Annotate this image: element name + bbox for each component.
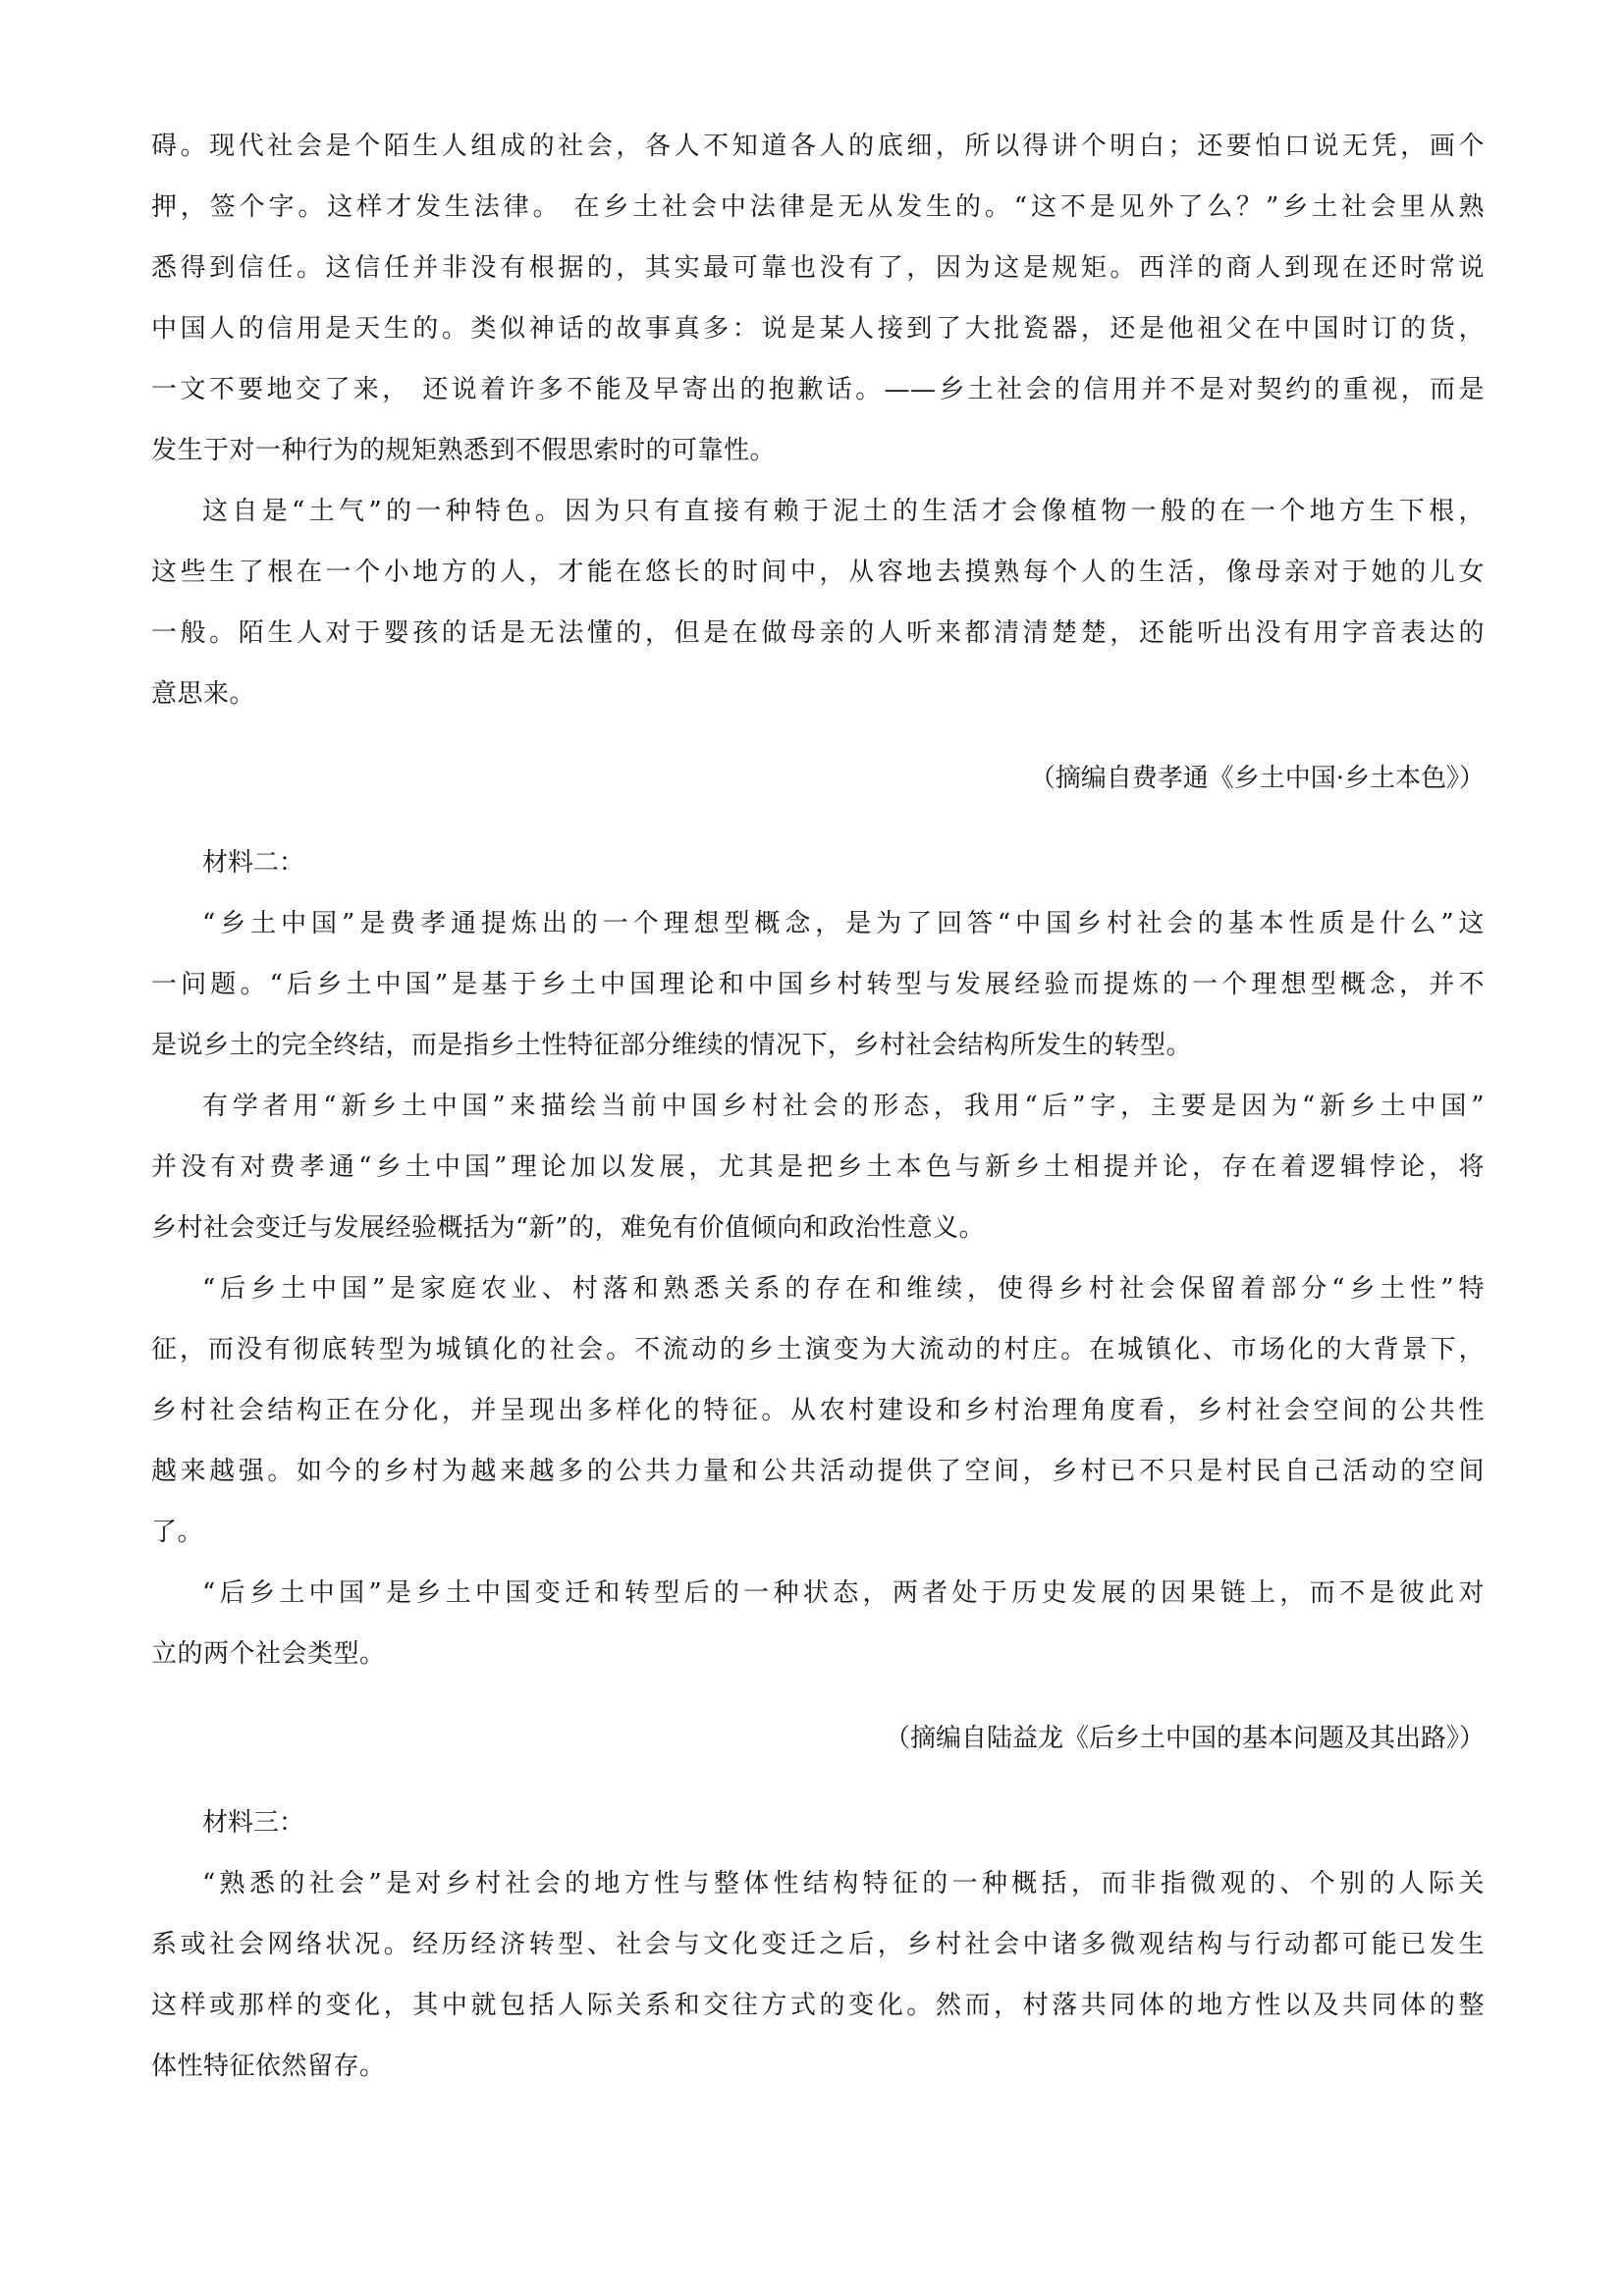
paragraph-m2-1 <box>151 893 1485 1076</box>
text-line: 这些生了根在一个小地方的人，才能在悠长的时间中，从容地去摸熟每个人的生活，像母亲对于她的儿女 <box>151 558 1485 587</box>
source-citation-1: （摘编自费孝通《乡土中国·乡土本色》） <box>1029 764 1485 793</box>
text-line: “乡土中国”是费孝通提炼出的一个理想型概念，是为了回答“中国乡村社会的基本性质是什么”这 <box>202 909 1485 938</box>
text-line: 征，而没有彻底转型为城镇化的社会。不流动的乡土演变为大流动的村庄。在城镇化、市场化的大背景下， <box>151 1335 1485 1364</box>
text-line: 发生于对一种行为的规矩熟悉到不假思索时的可靠性。 <box>151 436 777 465</box>
paragraph-m1-2 <box>151 481 1485 724</box>
text-line: “后乡土中国”是家庭农业、村落和熟悉关系的存在和维续，使得乡村社会保留着部分“乡土性”特 <box>202 1274 1485 1304</box>
text-line: 系或社会网络状况。经历经济转型、社会与文化变迁之后，乡村社会中诸多微观结构与行动都可能已发生 <box>151 1930 1485 1959</box>
text-line: 一问题。“后乡土中国”是基于乡土中国理论和中国乡村转型与发展经验而提炼的一个理想型概念，并不 <box>151 970 1485 999</box>
text-line: 一般。陌生人对于婴孩的话是无法懂的，但是在做母亲的人听来都清清楚楚，还能听出没有用字音表达的 <box>151 618 1485 648</box>
text-line: 越来越强。如今的乡村为越来越多的公共力量和公共活动提供了空间，乡村已不只是村民自己活动的空间 <box>151 1457 1485 1486</box>
text-line: “后乡土中国”是乡土中国变迁和转型后的一种状态，两者处于历史发展的因果链上，而不是彼此对 <box>202 1578 1485 1608</box>
paragraph-m1-1 <box>151 116 1485 481</box>
section-heading-material-3: 材料三： <box>202 1808 305 1838</box>
text-line: 并没有对费孝通“乡土中国”理论加以发展，尤其是把乡土本色与新乡土相提并论，存在着逻辑悖论，将 <box>151 1152 1485 1182</box>
document-page <box>151 116 1485 2097</box>
text-line: 这样或那样的变化，其中就包括人际关系和交往方式的变化。然而，村落共同体的地方性以及共同体的整 <box>151 1991 1485 2020</box>
text-line: 碍。现代社会是个陌生人组成的社会，各人不知道各人的底细，所以得讲个明白；还要怕口说无凭，画个 <box>151 132 1485 161</box>
text-line: 一文不要地交了来， 还说着许多不能及早寄出的抱歉话。——乡土社会的信用并不是对契约的重视，而是 <box>151 375 1485 404</box>
paragraph-m2-2 <box>151 1076 1485 1258</box>
text-line: 中国人的信用是天生的。类似神话的故事真多：说是某人接到了大批瓷器，还是他祖父在中国时订的货， <box>151 314 1485 344</box>
section-heading-material-2: 材料二： <box>202 848 305 878</box>
paragraph-m3-1 <box>151 1853 1485 2097</box>
paragraph-m2-4 <box>151 1563 1485 1684</box>
text-line: 乡村社会变迁与发展经验概括为“新”的，难免有价值倾向和政治性意义。 <box>151 1213 986 1243</box>
source-citation-2: （摘编自陆益龙《后乡土中国的基本问题及其出路》） <box>884 1724 1485 1753</box>
text-line: 有学者用“新乡土中国”来描绘当前中国乡村社会的形态，我用“后”字，主要是因为“新乡土中国” <box>202 1092 1485 1121</box>
text-line: 这自是“土气”的一种特色。因为只有直接有赖于泥土的生活才会像植物一般的在一个地方生下根， <box>202 497 1485 526</box>
text-line: 乡村社会结构正在分化，并呈现出多样化的特征。从农村建设和乡村治理角度看，乡村社会空间的公共性 <box>151 1396 1485 1425</box>
text-line: 是说乡土的完全终结，而是指乡土性特征部分维续的情况下，乡村社会结构所发生的转型。 <box>151 1031 1193 1060</box>
text-line: 立的两个社会类型。 <box>151 1639 386 1669</box>
text-line: 体性特征依然留存。 <box>151 2052 386 2081</box>
text-line: “熟悉的社会”是对乡村社会的地方性与整体性结构特征的一种概括，而非指微观的、个别的人际关 <box>202 1869 1485 1898</box>
text-line: 了。 <box>151 1518 204 1547</box>
paragraph-m2-3 <box>151 1258 1485 1563</box>
text-line: 意思来。 <box>151 679 256 709</box>
text-line: 押，签个字。这样才发生法律。 在乡土社会中法律是无从发生的。“这不是见外了么？”乡土社会里从熟 <box>151 192 1485 222</box>
text-line: 悉得到信任。这信任并非没有根据的，其实最可靠也没有了，因为这是规矩。西洋的商人到现在还时常说 <box>151 253 1485 283</box>
